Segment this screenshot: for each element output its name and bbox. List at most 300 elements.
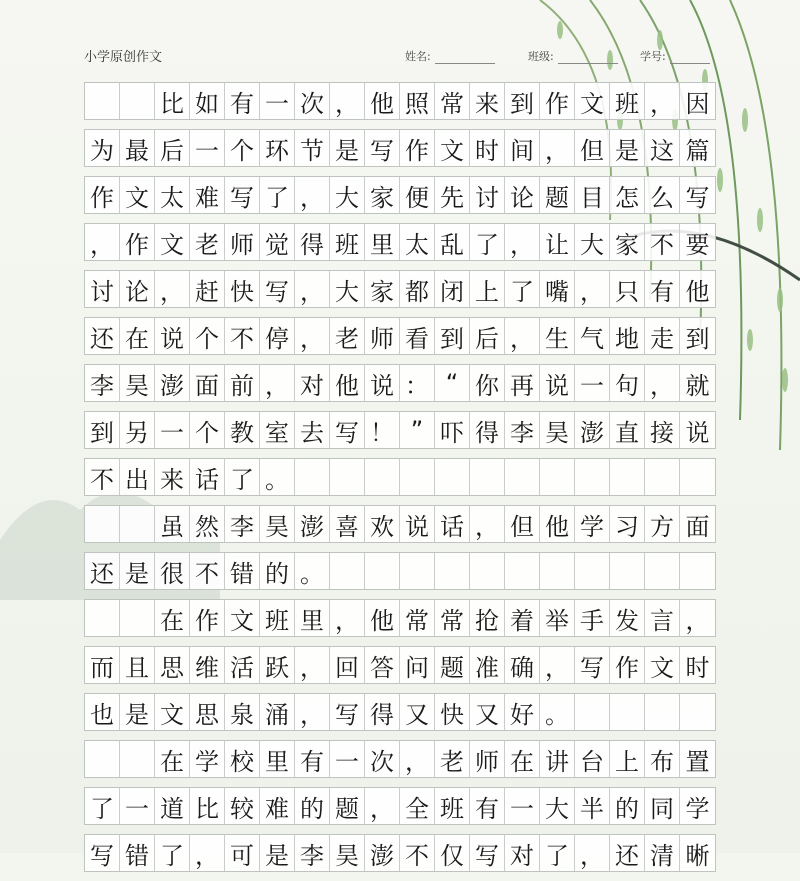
grid-cell: 写 (685, 183, 710, 212)
grid-cell: 师 (225, 224, 260, 260)
grid-cell: 不 (190, 553, 225, 589)
grid-cell: ， (295, 647, 330, 683)
grid-cell: 话 (190, 459, 225, 495)
grid-cell: ， (295, 177, 330, 213)
grid-cell: 也 (85, 694, 120, 730)
grid-cell: 难 (260, 788, 295, 824)
grid-cell: ， (365, 788, 400, 824)
grid-cell: 节 (295, 130, 330, 166)
grid-cell: 走 (645, 318, 680, 354)
grid-cell: 题 (540, 177, 575, 213)
grid-cell: ， (295, 271, 330, 307)
grid-cell: 师 (365, 318, 400, 354)
grid-cell: 再 (505, 365, 540, 401)
grid-cell: 得 (295, 224, 330, 260)
grid-cell: 话 (435, 506, 470, 542)
grid-cell: 还 (85, 553, 120, 589)
grid-cell (400, 553, 435, 589)
grid-row (84, 834, 716, 872)
grid-cell: 作 (540, 83, 575, 119)
grid-cell: 间 (505, 130, 540, 166)
grid-cell: 不 (85, 459, 120, 495)
grid-cell: 台 (575, 741, 610, 777)
grid-cell: 先 (435, 177, 470, 213)
grid-cell: ” (400, 412, 435, 448)
grid-cell: 觉 (260, 224, 295, 260)
grid-cell: 着 (505, 600, 540, 636)
grid-cell (645, 459, 680, 495)
grid-cell: 一 (120, 788, 155, 824)
grid-cell: 停 (260, 318, 295, 354)
grid-cell: 大 (330, 177, 365, 213)
grid-cell: 里 (365, 224, 400, 260)
grid-cell: 老 (330, 318, 365, 354)
grid-cell: 了 (155, 835, 190, 871)
class-field (528, 48, 618, 64)
grid-cell (295, 459, 330, 495)
grid-cell: 吓 (435, 412, 470, 448)
grid-cell: 题 (435, 647, 470, 683)
grid-cell: 大 (575, 224, 610, 260)
grid-cell: 学 (190, 741, 225, 777)
grid-cell: 个 (225, 130, 260, 166)
grid-cell: ， (330, 83, 365, 119)
grid-cell: 错 (225, 553, 260, 589)
grid-cell: 文 (155, 694, 190, 730)
grid-cell: 欢 (365, 506, 400, 542)
grid-cell: 澎 (295, 506, 330, 542)
grid-cell: 里 (295, 600, 330, 636)
grid-cell: 准 (470, 647, 505, 683)
grid-cell: 写 (470, 835, 505, 871)
grid-row (84, 740, 716, 778)
grid-cell (680, 459, 715, 495)
grid-cell: 就 (685, 371, 710, 400)
grid-cell: ， (645, 83, 680, 119)
grid-cell: 好 (505, 694, 540, 730)
grid-cell: ， (685, 606, 710, 635)
grid-cell: 李 (505, 412, 540, 448)
grid-cell: 常 (435, 83, 470, 119)
grid-cell: 抢 (470, 600, 505, 636)
grid-cell: 的 (610, 788, 645, 824)
name-field (405, 48, 495, 64)
grid-cell: 因 (685, 89, 710, 118)
grid-cell: 得 (470, 412, 505, 448)
grid-cell: 文 (155, 224, 190, 260)
grid-row (84, 317, 716, 355)
grid-cell: 上 (610, 741, 645, 777)
grid-cell: 论 (505, 177, 540, 213)
grid-cell: 不 (645, 224, 680, 260)
grid-cell: 你 (470, 365, 505, 401)
grid-cell: 太 (400, 224, 435, 260)
grid-row (84, 552, 716, 590)
grid-cell: 是 (120, 694, 155, 730)
grid-cell: 同 (645, 788, 680, 824)
grid-cell: 来 (155, 459, 190, 495)
grid-row (84, 270, 716, 308)
grid-cell: 家 (365, 177, 400, 213)
grid-row (84, 364, 716, 402)
grid-cell: 太 (155, 177, 190, 213)
grid-cell: 次 (295, 83, 330, 119)
grid-cell: 在 (155, 600, 190, 636)
grid-cell: ， (260, 365, 295, 401)
grid-cell: 他 (365, 600, 400, 636)
grid-cell: 他 (365, 83, 400, 119)
grid-cell: ！ (365, 412, 400, 448)
grid-cell: 到 (505, 83, 540, 119)
grid-cell: 回 (330, 647, 365, 683)
grid-row (84, 646, 716, 684)
grid-cell: 澎 (365, 835, 400, 871)
grid-cell: 置 (685, 747, 710, 776)
grid-cell: 。 (295, 553, 330, 589)
grid-cell: 如 (190, 83, 225, 119)
grid-cell: 便 (400, 177, 435, 213)
grid-cell: 在 (120, 318, 155, 354)
grid-cell: 了 (85, 788, 120, 824)
grid-cell (365, 459, 400, 495)
grid-cell: 个 (190, 318, 225, 354)
grid-cell: 然 (190, 506, 225, 542)
grid-cell: 一 (190, 130, 225, 166)
grid-cell: 时 (685, 653, 710, 682)
grid-cell: 昊 (120, 365, 155, 401)
grid-cell: 一 (155, 412, 190, 448)
grid-cell: 另 (120, 412, 155, 448)
grid-row (84, 176, 716, 214)
grid-cell: 快 (435, 694, 470, 730)
grid-cell: 是 (330, 130, 365, 166)
grid-cell: 一 (575, 365, 610, 401)
grid-cell: 面 (685, 512, 710, 541)
grid-cell (330, 459, 365, 495)
grid-cell: 篇 (685, 136, 710, 165)
grid-cell: 有 (470, 788, 505, 824)
grid-cell: 喜 (330, 506, 365, 542)
grid-cell: 他 (540, 506, 575, 542)
grid-cell: 看 (400, 318, 435, 354)
grid-cell (680, 694, 715, 730)
grid-cell: ， (85, 224, 120, 260)
grid-cell: 答 (365, 647, 400, 683)
grid-cell (470, 553, 505, 589)
grid-cell: 言 (645, 600, 680, 636)
grid-cell: 作 (610, 647, 645, 683)
grid-cell: 虽 (155, 506, 190, 542)
grid-cell: 了 (540, 835, 575, 871)
grid-cell: 写 (365, 130, 400, 166)
grid-cell: 的 (295, 788, 330, 824)
grid-cell: 清 (645, 835, 680, 871)
grid-cell (400, 459, 435, 495)
grid-cell: ， (575, 271, 610, 307)
grid-cell: ， (505, 224, 540, 260)
grid-cell: ， (400, 741, 435, 777)
grid-cell: 对 (295, 365, 330, 401)
grid-cell: 老 (190, 224, 225, 260)
grid-cell: 家 (610, 224, 645, 260)
grid-cell: 又 (400, 694, 435, 730)
grid-cell: 一 (330, 741, 365, 777)
student-id-label: 学号: (640, 50, 666, 63)
grid-cell: 来 (470, 83, 505, 119)
grid-cell: 常 (400, 600, 435, 636)
grid-cell: 常 (435, 600, 470, 636)
grid-cell: 文 (435, 130, 470, 166)
grid-row (84, 693, 716, 731)
grid-cell (365, 553, 400, 589)
grid-cell: 还 (85, 318, 120, 354)
grid-cell: 说 (685, 418, 710, 447)
grid-cell: 直 (610, 412, 645, 448)
grid-cell: 又 (470, 694, 505, 730)
grid-cell: 李 (225, 506, 260, 542)
grid-cell: ， (190, 835, 225, 871)
grid-cell: 讲 (540, 741, 575, 777)
grid-cell: 昊 (260, 506, 295, 542)
grid-cell: 可 (225, 835, 260, 871)
grid-cell: ， (505, 318, 540, 354)
grid-cell: 只 (610, 271, 645, 307)
grid-cell: 写 (225, 177, 260, 213)
grid-row (84, 787, 716, 825)
grid-cell: 一 (260, 83, 295, 119)
grid-cell (610, 459, 645, 495)
grid-cell: 了 (260, 177, 295, 213)
grid-cell: 么 (645, 177, 680, 213)
grid-cell: 写 (330, 694, 365, 730)
grid-cell: ， (575, 835, 610, 871)
grid-cell: 接 (645, 412, 680, 448)
grid-cell (120, 741, 155, 777)
grid-row (84, 129, 716, 167)
grid-cell: 写 (260, 271, 295, 307)
grid-cell: 而 (85, 647, 120, 683)
grid-cell: 的 (260, 553, 295, 589)
grid-cell: 不 (225, 318, 260, 354)
grid-cell: 且 (120, 647, 155, 683)
grid-cell (540, 459, 575, 495)
grid-cell: 是 (120, 553, 155, 589)
grid-cell (85, 600, 120, 636)
grid-cell: 思 (190, 694, 225, 730)
grid-cell: 讨 (85, 271, 120, 307)
grid-cell: 闭 (435, 271, 470, 307)
grid-cell (575, 553, 610, 589)
grid-cell: 里 (260, 741, 295, 777)
grid-cell: 写 (330, 412, 365, 448)
grid-cell: 涌 (260, 694, 295, 730)
grid-row (84, 505, 716, 543)
grid-cell: 教 (225, 412, 260, 448)
grid-cell: 论 (120, 271, 155, 307)
grid-cell: 举 (540, 600, 575, 636)
grid-cell: 怎 (610, 177, 645, 213)
grid-row (84, 411, 716, 449)
grid-cell: 赶 (190, 271, 225, 307)
student-id-field (640, 48, 710, 64)
grid-cell: 仅 (435, 835, 470, 871)
grid-cell: “ (435, 365, 470, 401)
grid-cell (645, 553, 680, 589)
grid-cell: 说 (365, 365, 400, 401)
grid-cell: 去 (295, 412, 330, 448)
grid-cell (575, 694, 610, 730)
grid-cell (505, 553, 540, 589)
grid-cell: 但 (575, 130, 610, 166)
grid-cell: 后 (470, 318, 505, 354)
grid-cell: ， (155, 271, 190, 307)
grid-cell (120, 83, 155, 119)
grid-cell: 但 (505, 506, 540, 542)
grid-cell: 作 (85, 177, 120, 213)
grid-cell: 嘴 (540, 271, 575, 307)
grid-cell: 晰 (685, 841, 710, 870)
grid-cell: ， (470, 506, 505, 542)
grid-cell (645, 694, 680, 730)
grid-cell: 有 (295, 741, 330, 777)
student-id-blank (670, 53, 710, 64)
grid-cell (470, 459, 505, 495)
grid-cell: 了 (505, 271, 540, 307)
grid-cell: 快 (225, 271, 260, 307)
grid-cell: 较 (225, 788, 260, 824)
grid-cell: 澎 (155, 365, 190, 401)
grid-cell: 习 (610, 506, 645, 542)
grid-cell: 写 (575, 647, 610, 683)
grid-cell: 是 (260, 835, 295, 871)
grid-cell: 面 (190, 365, 225, 401)
grid-cell: 昊 (330, 835, 365, 871)
grid-cell (435, 553, 470, 589)
grid-cell (680, 553, 715, 589)
worksheet-title: 小学原创作文 (84, 50, 163, 65)
grid-cell: 讨 (470, 177, 505, 213)
grid-cell: 个 (190, 412, 225, 448)
grid-cell: 乱 (435, 224, 470, 260)
grid-cell: 在 (505, 741, 540, 777)
grid-cell: 昊 (540, 412, 575, 448)
grid-cell: ， (295, 318, 330, 354)
grid-cell: 泉 (225, 694, 260, 730)
grid-cell: ， (295, 694, 330, 730)
grid-cell: 最 (120, 130, 155, 166)
grid-cell: ， (540, 130, 575, 166)
grid-cell: ： (400, 365, 435, 401)
grid-cell: 班 (260, 600, 295, 636)
grid-cell: 文 (645, 647, 680, 683)
grid-cell: 到 (435, 318, 470, 354)
grid-cell: 师 (470, 741, 505, 777)
grid-cell: 环 (260, 130, 295, 166)
grid-cell: 班 (330, 224, 365, 260)
grid-cell: 班 (610, 83, 645, 119)
grid-cell: 作 (400, 130, 435, 166)
grid-cell: 李 (85, 365, 120, 401)
grid-cell: 发 (610, 600, 645, 636)
grid-cell: 到 (685, 324, 710, 353)
grid-cell: 到 (85, 412, 120, 448)
grid-cell: 作 (190, 600, 225, 636)
grid-cell: 说 (155, 318, 190, 354)
grid-cell: 对 (505, 835, 540, 871)
grid-cell: 思 (155, 647, 190, 683)
grid-cell: 班 (435, 788, 470, 824)
grid-cell: 学 (685, 794, 710, 823)
grid-cell (610, 694, 645, 730)
grid-cell: 地 (610, 318, 645, 354)
grid-cell: 句 (610, 365, 645, 401)
grid-cell (435, 459, 470, 495)
worksheet-header (0, 38, 800, 78)
grid-cell (540, 553, 575, 589)
grid-cell: 出 (120, 459, 155, 495)
grid-cell: 上 (470, 271, 505, 307)
grid-cell: 了 (225, 459, 260, 495)
grid-cell: 老 (435, 741, 470, 777)
grid-cell: 方 (645, 506, 680, 542)
name-label: 姓名: (405, 50, 431, 63)
class-blank (558, 53, 618, 64)
grid-cell: 要 (685, 230, 710, 259)
grid-cell: ， (540, 647, 575, 683)
grid-cell: 作 (120, 224, 155, 260)
grid-cell: 活 (225, 647, 260, 683)
grid-cell: 题 (330, 788, 365, 824)
grid-cell: ， (330, 600, 365, 636)
grid-cell: 李 (295, 835, 330, 871)
name-blank (435, 53, 495, 64)
grid-cell: 布 (645, 741, 680, 777)
grid-cell: 说 (540, 365, 575, 401)
grid-cell: 他 (330, 365, 365, 401)
grid-cell: 大 (330, 271, 365, 307)
grid-cell (120, 506, 155, 542)
grid-cell: 澎 (575, 412, 610, 448)
grid-cell: 道 (155, 788, 190, 824)
grid-cell: 问 (400, 647, 435, 683)
grid-cell: 目 (575, 177, 610, 213)
grid-cell (85, 83, 120, 119)
grid-cell (85, 741, 120, 777)
grid-row (84, 458, 716, 496)
grid-cell: 次 (365, 741, 400, 777)
grid-cell: 很 (155, 553, 190, 589)
grid-cell: 家 (365, 271, 400, 307)
class-label: 班级: (528, 50, 554, 63)
grid-cell: 大 (540, 788, 575, 824)
grid-cell (330, 553, 365, 589)
grid-cell: 为 (85, 130, 120, 166)
grid-row (84, 82, 716, 120)
grid-cell (120, 600, 155, 636)
grid-cell: 全 (400, 788, 435, 824)
grid-cell: 比 (190, 788, 225, 824)
grid-cell: 。 (540, 694, 575, 730)
grid-cell: 生 (540, 318, 575, 354)
grid-cell: 错 (120, 835, 155, 871)
grid-cell (505, 459, 540, 495)
grid-cell: 还 (610, 835, 645, 871)
grid-cell: 难 (190, 177, 225, 213)
grid-cell: 维 (190, 647, 225, 683)
grid-cell: 照 (400, 83, 435, 119)
grid-cell: 确 (505, 647, 540, 683)
grid-cell: 一 (505, 788, 540, 824)
